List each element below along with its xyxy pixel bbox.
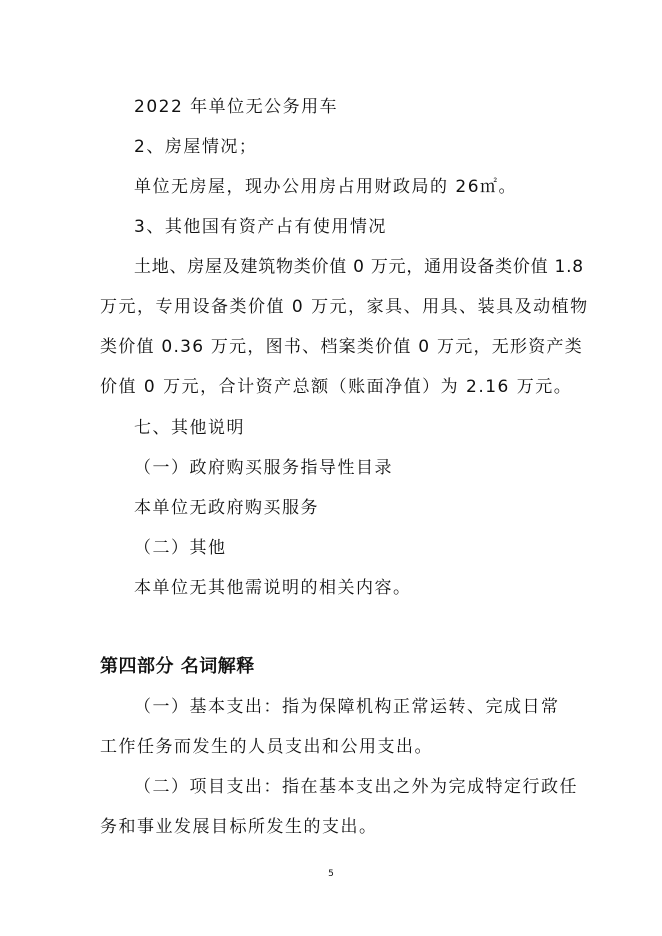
definition-project-line-2: 务和事业发展目标所发生的支出。 xyxy=(100,817,378,837)
other-assets-subheading: 3、其他国有资产占有使用情况 xyxy=(134,217,387,237)
housing-subheading: 2、房屋情况； xyxy=(134,137,258,157)
assets-paragraph-line-1: 土地、房屋及建筑物类价值 0 万元，通用设备类价值 1.8 xyxy=(134,257,584,277)
definition-basic-line-2: 工作任务而发生的人员支出和公用支出。 xyxy=(100,737,433,757)
other-notes-heading: 七、其他说明 xyxy=(134,418,245,438)
definition-basic-line-1: （一）基本支出：指为保障机构正常运转、完成日常 xyxy=(134,697,560,717)
other-subheading: （二）其他 xyxy=(134,538,227,558)
assets-paragraph-line-3: 类价值 0.36 万元，图书、档案类价值 0 万元，无形资产类 xyxy=(100,337,584,357)
other-status-text: 本单位无其他需说明的相关内容。 xyxy=(134,578,412,598)
page-number: 5 xyxy=(328,869,334,879)
procurement-subheading: （一）政府购买服务指导性目录 xyxy=(134,458,393,478)
section-heading: 第四部分 名词解释 xyxy=(100,656,255,677)
vehicle-status-text: 2022 年单位无公务用车 xyxy=(134,97,339,117)
assets-paragraph-line-4: 价值 0 万元，合计资产总额（账面净值）为 2.16 万元。 xyxy=(100,377,573,397)
housing-status-text: 单位无房屋，现办公用房占用财政局的 26㎡。 xyxy=(134,177,518,197)
procurement-status-text: 本单位无政府购买服务 xyxy=(134,498,319,518)
assets-paragraph-line-2: 万元，专用设备类价值 0 万元，家具、用具、装具及动植物 xyxy=(100,297,589,317)
definition-project-line-1: （二）项目支出：指在基本支出之外为完成特定行政任 xyxy=(134,777,578,797)
